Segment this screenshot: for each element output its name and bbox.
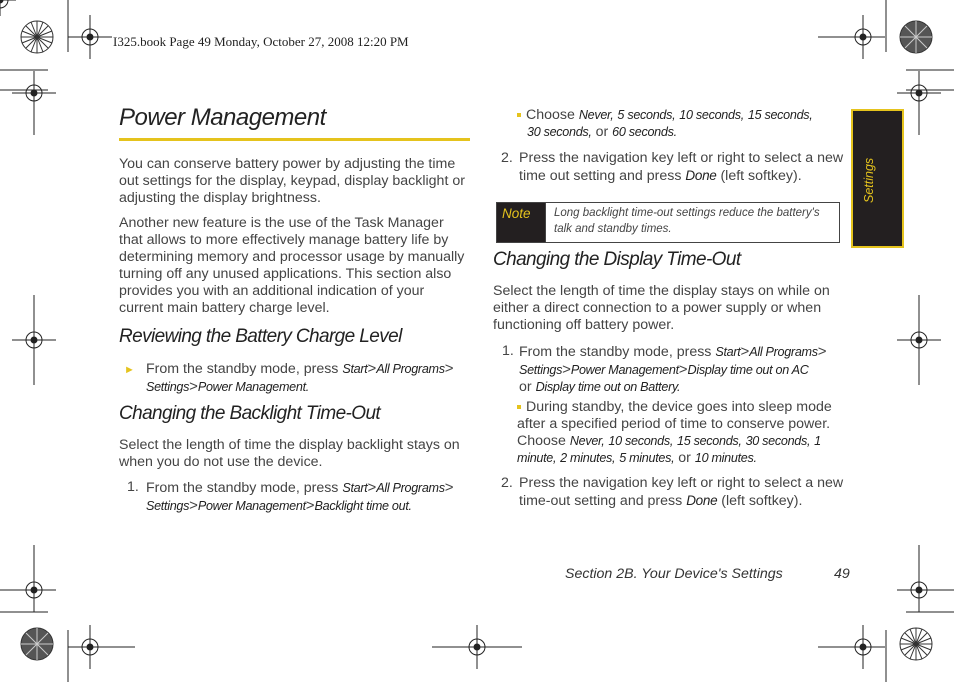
option-2m: 2 minutes, (560, 451, 616, 465)
footer-section: Section 2B. Your Device's Settings (565, 566, 783, 582)
option-30s: 30 seconds, (527, 125, 592, 139)
backlight-heading: Changing the Backlight Time-Out (119, 403, 381, 424)
path-settings: Settings (519, 363, 563, 377)
path-settings: Settings (146, 499, 190, 513)
path-display-time-out-battery: Display time out on Battery. (535, 380, 681, 394)
note-label-box (497, 203, 546, 242)
option-15s: 15 seconds, (747, 108, 813, 122)
battery-step: From the standby mode, press Start>All Programs> Settings>Power Management. (146, 360, 454, 395)
path-all-programs: All Programs (749, 345, 818, 359)
path-all-programs: All Programs (376, 481, 445, 495)
backlight-step1: From the standby mode, press Start>All Programs> Settings>Power Management>Backlight time out. (146, 479, 454, 514)
backlight-choose-bullet (517, 107, 847, 141)
battery-heading: Reviewing the Battery Charge Level (119, 326, 402, 347)
title-rule (119, 138, 470, 141)
backlight-step1-number: 1. (127, 479, 139, 495)
bullet-square-icon (517, 113, 521, 117)
step-text: From the standby mode, press (519, 344, 712, 360)
path-start: Start (342, 362, 368, 376)
path-power-management: Power Management (570, 363, 679, 377)
bullet-text: During standby, the device goes into sleep mode after a specified period of time to conserve power. Choose (517, 399, 832, 449)
option-10m: 10 minutes. (694, 451, 757, 465)
or-word: or (595, 124, 609, 140)
step-text: From the standby mode, press (146, 480, 339, 496)
choose-word: Choose (526, 107, 575, 123)
step-text: Press the navigation key left or right to select a new time out setting and press (519, 150, 844, 184)
path-power-management: Power Management (197, 499, 306, 513)
step-text: Press the navigation key left or right to select a new time-out setting and press (519, 475, 844, 509)
display-step2 (519, 475, 847, 510)
display-step1-number: 1. (502, 343, 514, 359)
section-side-tab (851, 109, 904, 248)
option-5s: 5 seconds, (617, 108, 676, 122)
path-settings: Settings (146, 380, 190, 394)
display-intro: Select the length of time the display stays on while on either a direct connection to a power supply or when functioning off battery power. (493, 283, 830, 333)
path-backlight-time-out: Backlight time out. (314, 499, 412, 513)
option-never: Never, (569, 434, 605, 448)
display-heading: Changing the Display Time-Out (493, 249, 741, 270)
display-standby-bullet (517, 399, 847, 467)
or-word: or (678, 450, 691, 466)
option-5m: 5 minutes, (619, 451, 675, 465)
intro-paragraph-1: You can conserve battery power by adjusting the time out settings for the display, keypad, display backlight or adjusting the display brightness. (119, 156, 465, 206)
note-label: Note (502, 206, 531, 221)
note-text: Long backlight time-out settings reduce the battery's talk and standby times. (554, 207, 820, 235)
backlight-intro: Select the length of time the display backlight stays on when you do not use the device. (119, 437, 460, 470)
path-power-management: Power Management. (197, 380, 309, 394)
backlight-step2 (519, 150, 847, 185)
step-tail: (left softkey). (721, 493, 803, 509)
display-step2-number: 2. (501, 475, 513, 491)
option-10s: 10 seconds, (608, 434, 674, 448)
option-30s: 30 seconds, (745, 434, 811, 448)
page-title: Power Management (119, 104, 326, 131)
or-word: or (519, 379, 532, 395)
display-step1: From the standby mode, press Start>All Programs> Settings>Power Management>Display time out on AC or Display time out on Battery. (519, 343, 827, 395)
print-header: I325.book Page 49 Monday, October 27, 2008 12:20 PM (113, 34, 409, 49)
option-1m: 1 minute, (517, 434, 821, 465)
option-never: Never, (578, 108, 614, 122)
path-display-time-out-ac: Display time out on AC (687, 363, 809, 377)
backlight-step2-number: 2. (501, 150, 513, 166)
page-number: 49 (834, 566, 850, 582)
intro-paragraph-2: Another new feature is the use of the Task Manager that allows to more effectively manage battery life by determining memory and processor usage by manually turning off any unused applications. This section also provides you with an additional indication of your current main battery charge level. (119, 215, 465, 316)
step-tail: (left softkey). (720, 168, 802, 184)
path-all-programs: All Programs (376, 362, 445, 376)
option-60s: 60 seconds. (612, 125, 677, 139)
done-softkey: Done (686, 493, 718, 508)
path-start: Start (342, 481, 368, 495)
option-15s: 15 seconds, (677, 434, 742, 448)
side-tab-label: Settings (862, 157, 876, 203)
done-softkey: Done (685, 168, 717, 183)
bullet-arrow-icon: ► (124, 364, 135, 376)
note-box (496, 202, 840, 243)
option-10s: 10 seconds, (679, 108, 744, 122)
path-start: Start (715, 345, 741, 359)
bullet-square-icon (517, 405, 521, 409)
step-text: From the standby mode, press (146, 361, 339, 377)
